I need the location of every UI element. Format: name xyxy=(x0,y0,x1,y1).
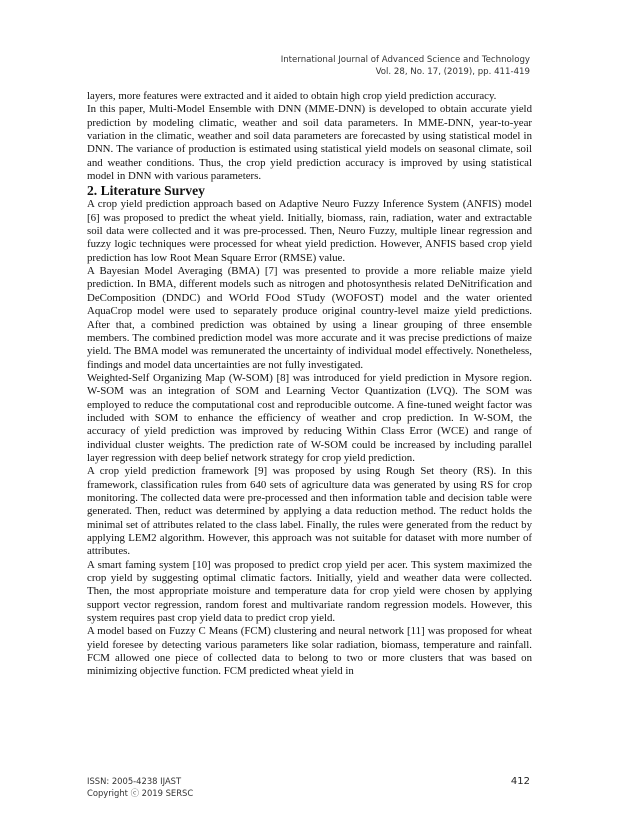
journal-title: International Journal of Advanced Science and Technology xyxy=(280,55,530,65)
copyright-text: Copyright ⓒ 2019 SERSC xyxy=(87,788,194,798)
paragraph-smart-farming: A smart faming system [10] was proposed to predict crop yield per acer. This system maximized the crop yield by suggesting optimal climatic factors. Initially, yield and weather data were collected. Then, the most appropriate moisture and temperature data for crop yield were chosen by applying support vector regression, random forest and multivariate random regression models. However, this system requires past crop yield data to predict crop yield. xyxy=(87,558,532,625)
running-header xyxy=(281,54,530,78)
intro-paragraph-continued: layers, more features were extracted and it aided to obtain high crop yield prediction accuracy. xyxy=(87,90,497,102)
paragraph-bma: A Bayesian Model Averaging (BMA) [7] was presented to provide a more reliable maize yield prediction. In BMA, different models such as nitrogen and photosynthesis related DeNitrification and DeComposition (DNDC) and WOrld FOod STudy (WOFOST) model and the water oriented AquaCrop model were used to separately produce original country-level maize yield predictions. After that, a combined prediction was obtained by using a linear grouping of three ensemble members. The combined prediction model was more accurate and it was precise predictions of maize yield. The BMA model was remunerated the uncertainty of individual model effectively. Nonetheless, findings and model data uncertainties are not fully investigated. xyxy=(87,265,532,371)
issn-text: ISSN: 2005-4238 IJAST xyxy=(87,776,182,786)
footer-info xyxy=(87,775,193,799)
paragraph-w-som: Weighted-Self Organizing Map (W-SOM) [8] was introduced for yield prediction in Mysore region. W-SOM was an integration of SOM and Learning Vector Quantization (LVQ). The SOM was employed to reduce the computational cost and reproducible outcome. A fine-tuned weight factor was included with SOM to enhance the efficiency of weather and crop prediction. In W-SOM, the accuracy of yield prediction was improved by reducing Within Class Error (WCE) and range of individual cluster weights. The prediction rate of W-SOM could be increased by including parallel layer regression with deep belief network strategy for crop yield prediction. xyxy=(87,371,532,464)
section-heading-literature-survey: 2. Literature Survey xyxy=(87,183,205,199)
paragraph-anfis: A crop yield prediction approach based on Adaptive Neuro Fuzzy Inference System (ANFIS) model [6] was proposed to predict the wheat yield. Initially, biomass, rain, radiation, water and extractable soil data were collected and it was pre-processed. Then, Neuro Fuzzy, multiple linear regression and fuzzy logic techniques were processed for wheat yield prediction. However, ANFIS based crop yield prediction has low Root Mean Square Error (RMSE) value. xyxy=(87,198,532,264)
paragraph-rough-set: A crop yield prediction framework [9] was proposed by using Rough Set theory (RS). In this framework, classification rules from 640 sets of agriculture data was generated by using RS for crop monitoring. The collected data were pre-processed and then information table and decision table were generated. Then, reduct was determined by applying a data reduction method. The reduct holds the minimal set of attributes related to the class label. Finally, the rules were generated from the reduct by applying LEM2 algorithm. However, this approach was not suitable for dataset with more number of attributes. xyxy=(87,465,532,558)
intro-paragraph-mme-dnn: In this paper, Multi-Model Ensemble with DNN (MME-DNN) is developed to obtain accurate yield prediction by modeling climatic, weather and soil data parameters. In MME-DNN, year-to-year variation in the climatic, weather and soil data parameters are forecasted by using statistical model in DNN. The variance of production is estimated using statistical yield models on seasonal climate, soil and weather conditions. Thus, the crop yield prediction accuracy is improved by using statistical model in DNN with various parameters. xyxy=(87,103,532,183)
paragraph-fcm: A model based on Fuzzy C Means (FCM) clustering and neural network [11] was proposed for wheat yield foresee by detecting various parameters like solar radiation, biomass, temperature and rainfall. FCM allowed one piece of collected data to belong to two or more clusters that was based on minimizing objective function. FCM predicted wheat yield in xyxy=(87,625,532,678)
volume-info: Vol. 28, No. 17, (2019), pp. 411-419 xyxy=(375,67,530,77)
page-number: 412 xyxy=(510,776,530,787)
page-body xyxy=(87,90,532,679)
